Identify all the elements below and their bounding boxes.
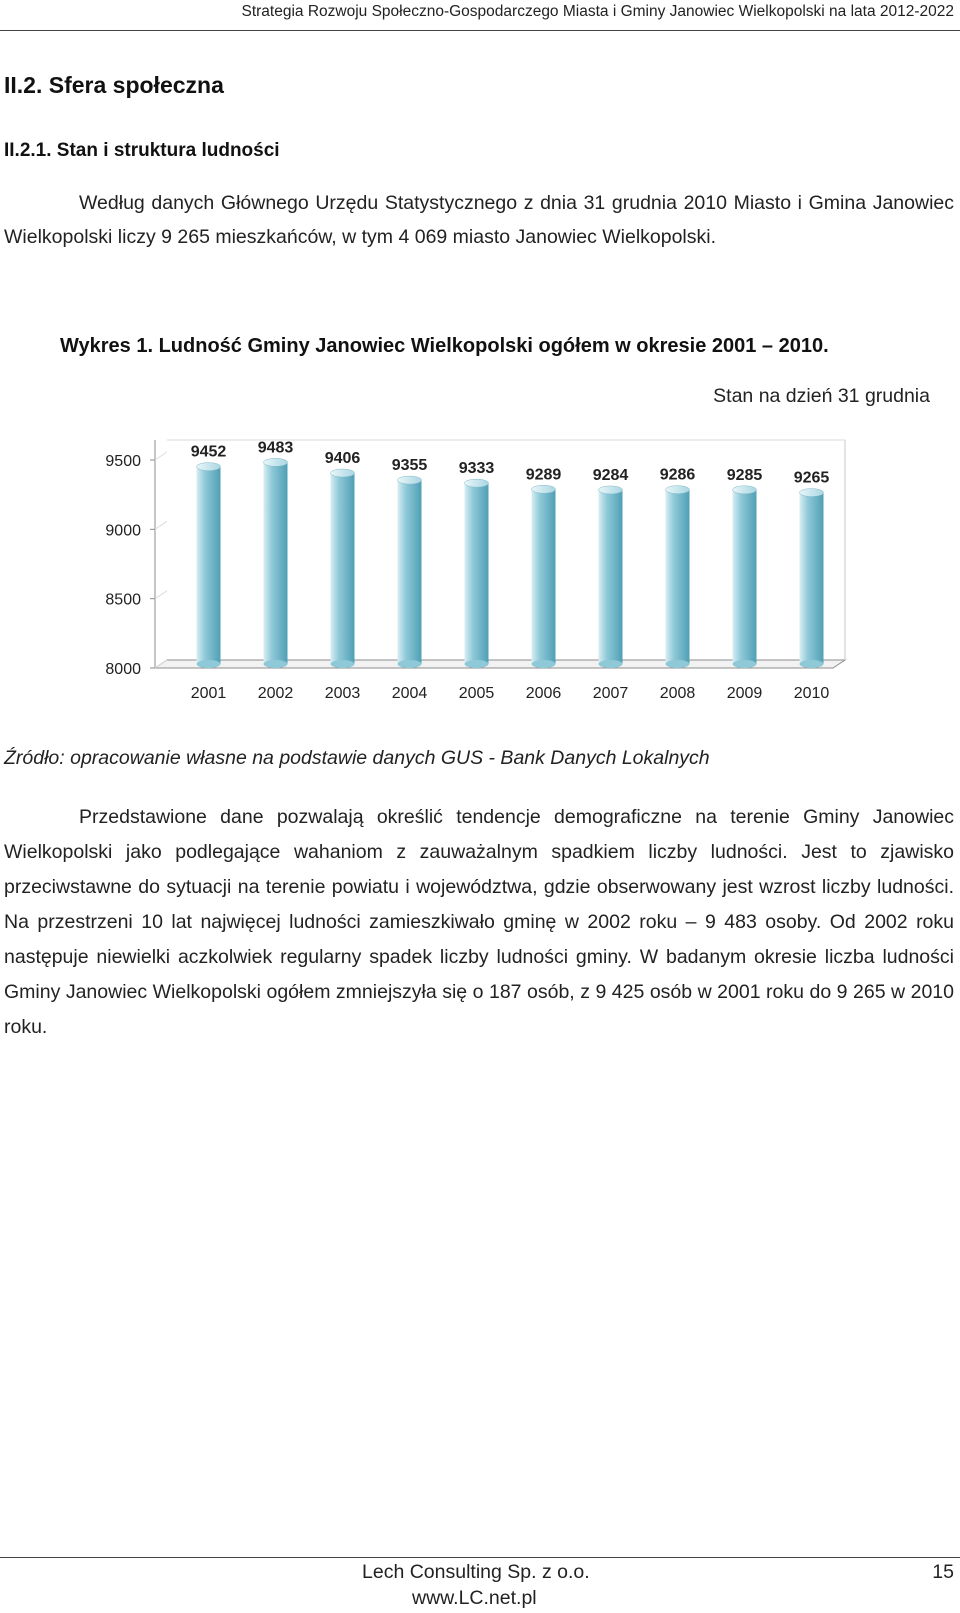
bar-value-label: 9289 (525, 466, 562, 484)
bar-base (465, 660, 489, 668)
bar (666, 490, 690, 664)
x-tick-label: 2008 (659, 685, 696, 702)
page-header (0, 0, 960, 31)
gridline-diag (155, 452, 167, 460)
footer-divider (0, 1557, 960, 1558)
figure-title: Wykres 1. Ludność Gminy Janowiec Wielkopolski ogółem w okresie 2001 – 2010. (60, 335, 829, 357)
bar-value-label: 9406 (324, 450, 361, 468)
bar-group (526, 466, 562, 668)
y-tick-label: 8000 (105, 661, 141, 678)
bar-group (392, 457, 428, 668)
chart-svg (80, 418, 880, 723)
x-tick-label: 2001 (190, 685, 227, 702)
y-tick-label: 8500 (105, 591, 141, 609)
population-chart (80, 418, 880, 723)
bar-cap (264, 458, 288, 466)
chart-gridlines (155, 452, 167, 668)
bar-value-label: 9333 (458, 460, 495, 478)
gridline-diag (155, 521, 167, 529)
bar (465, 483, 489, 664)
bar-base (398, 660, 422, 668)
bar-base (599, 660, 623, 668)
page-number: 15 (932, 1561, 954, 1583)
analysis-paragraph: Przedstawione dane pozwalają określić tendencje demograficzne na terenie Gminy Janowiec Wielkopolski jako podlegające wahaniom z zauważalnym spadkiem liczby ludności. Jest to zjawisko przeciwstawne do sytuacji na terenie powiatu i województwa, gdzie obserwowany jest wzrost liczby ludności. Na przestrzeni 10 lat najwięcej ludności zamieszkiwało gminę w 2002 roku – 9 483 osoby. Od 2002 roku następuje niewielki aczkolwiek regularny spadek liczby ludności gminy. W badanym okresie liczba ludności Gminy Janowiec Wielkopolski ogółem zmniejszyła się o 187 osób, z 9 425 osób w 2001 roku do 9 265 w 2010 roku. (4, 806, 954, 1038)
bar-cap (599, 486, 623, 494)
section-heading: II.2. Sfera społeczna (4, 72, 224, 98)
bar-base (666, 660, 690, 668)
bar-base (800, 660, 824, 668)
bar (599, 490, 623, 664)
bar-value-label: 9483 (257, 439, 294, 457)
bar-cap (733, 486, 757, 494)
bar-value-label: 9286 (659, 466, 696, 484)
gridline-diag (155, 591, 167, 599)
bar (197, 467, 221, 664)
x-tick-label: 2004 (391, 685, 428, 702)
x-tick-label: 2007 (592, 685, 629, 702)
bar (264, 462, 288, 664)
bar (532, 489, 556, 664)
bar-group (325, 450, 361, 668)
footer-website: www.LC.net.pl (412, 1587, 537, 1609)
bar-cap (532, 485, 556, 493)
bar-base (264, 660, 288, 668)
bar-base (331, 660, 355, 668)
bar-group (660, 467, 696, 668)
bar-cap (197, 463, 221, 471)
bar-value-label: 9355 (391, 457, 428, 475)
bar (800, 493, 824, 664)
bar (331, 473, 355, 664)
bar (733, 490, 757, 664)
bar (398, 480, 422, 664)
document-title: Strategia Rozwoju Społeczno-Gospodarczego Miasta i Gminy Janowiec Wielkopolski na lata 2012-2022 (241, 3, 954, 20)
bar-value-label: 9284 (592, 466, 629, 484)
bar-group (459, 460, 495, 668)
bar-group (593, 467, 629, 668)
bar-value-label: 9452 (190, 443, 227, 461)
y-axis-ticks (105, 453, 155, 678)
x-tick-label: 2005 (458, 685, 495, 702)
y-tick-label: 9000 (105, 522, 141, 540)
bar-value-label: 9265 (793, 469, 830, 487)
bar-cap (398, 476, 422, 484)
x-tick-label: 2009 (726, 685, 763, 702)
bar-group (794, 470, 830, 668)
x-tick-label: 2006 (525, 685, 562, 702)
bar-value-label: 9285 (726, 466, 763, 484)
subsection-heading: II.2.1. Stan i struktura ludności (4, 140, 280, 161)
intro-text: Według danych Głównego Urzędu Statystycznego z dnia 31 grudnia 2010 Miasto i Gmina Janowiec Wielkopolski liczy 9 265 mieszkańców, w tym 4 069 miasto Janowiec Wielkopolski. (4, 192, 954, 248)
bar-base (532, 660, 556, 668)
bar-base (197, 660, 221, 668)
bar-cap (800, 489, 824, 497)
figure-note: Stan na dzień 31 grudnia (713, 385, 930, 407)
figure-source: Źródło: opracowanie własne na podstawie danych GUS - Bank Danych Lokalnych (4, 747, 710, 769)
x-tick-label: 2003 (324, 685, 361, 702)
bar-group (727, 467, 763, 668)
bar-base (733, 660, 757, 668)
x-tick-label: 2010 (793, 685, 830, 702)
y-tick-label: 9500 (105, 453, 141, 470)
intro-paragraph (4, 186, 954, 254)
bar-cap (331, 469, 355, 477)
bar-cap (465, 479, 489, 487)
bar-cap (666, 486, 690, 494)
bar-group (258, 439, 294, 668)
x-axis-ticks (191, 685, 830, 702)
footer-company: Lech Consulting Sp. z o.o. (362, 1561, 590, 1583)
x-tick-label: 2002 (257, 685, 294, 702)
bar-group (191, 444, 227, 668)
chart-bars (191, 439, 830, 668)
